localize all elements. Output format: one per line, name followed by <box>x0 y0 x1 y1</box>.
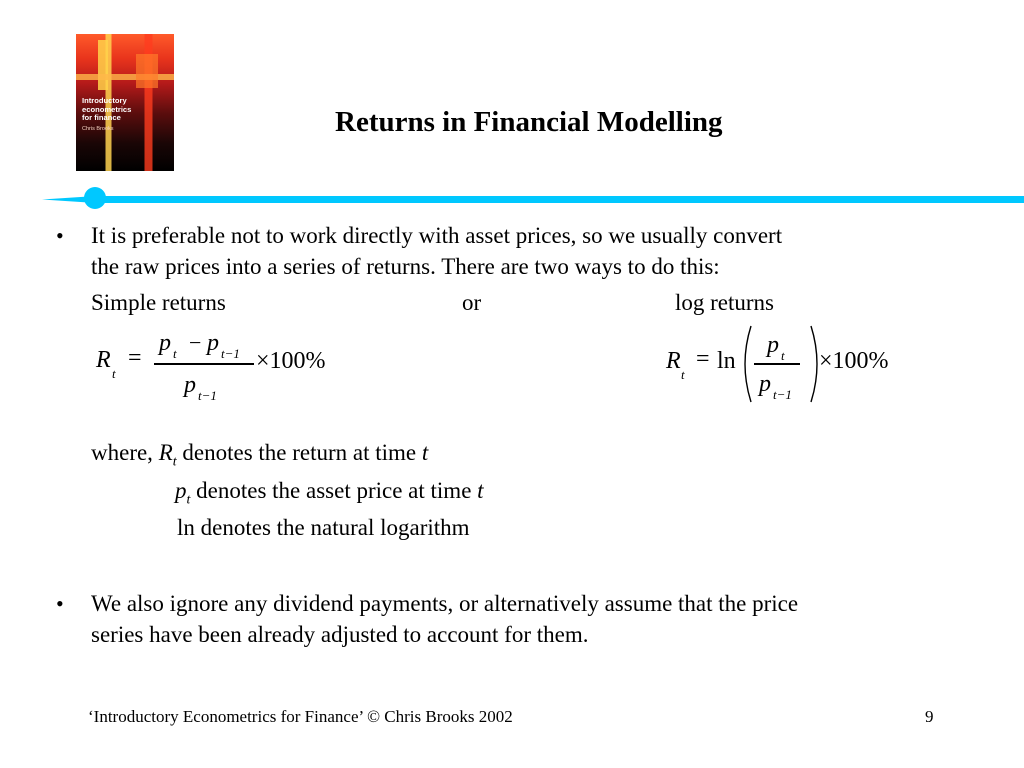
bullet-2-text <box>91 588 971 650</box>
formula-R: R <box>158 440 173 465</box>
divider-line <box>92 196 1024 203</box>
page-number: 9 <box>925 707 934 726</box>
formula-equals: = <box>696 346 710 372</box>
formula-subscript: t <box>172 454 177 470</box>
cover-highlight <box>76 74 174 80</box>
bullet-1-line-2: the raw prices into a series of returns. There are two ways to do this: <box>91 254 720 279</box>
log-returns-label: log returns <box>675 290 775 315</box>
fraction-bar <box>754 363 800 365</box>
simple-return-formula <box>90 330 350 410</box>
cover-highlight <box>98 40 108 90</box>
bullet-2-line-1: We also ignore any dividend payments, or alternatively assume that the price <box>91 591 799 616</box>
formula-ln: ln <box>717 348 736 374</box>
cover-highlight <box>136 54 158 88</box>
formula-p: p <box>759 371 771 397</box>
formula-equals: = <box>128 345 142 371</box>
time-variable: t <box>477 478 484 503</box>
time-variable: t <box>421 440 429 465</box>
or-label: or <box>462 290 482 315</box>
formula-subscript: t−1 <box>221 346 240 361</box>
footer-copyright: ‘Introductory Econometrics for Finance’ © Chris Brooks 2002 <box>88 707 513 726</box>
divider-dot <box>84 187 106 209</box>
formula-p: p <box>159 330 171 356</box>
formula-subscript: t <box>112 366 116 381</box>
cover-author: Chris Brooks <box>82 126 114 132</box>
formula-p: p <box>184 372 196 398</box>
formula-R: R <box>666 348 681 374</box>
cover-title: Introductory econometrics for finance <box>82 96 132 122</box>
formula-p: p <box>175 478 187 503</box>
formula-times-100: ×100% <box>819 348 889 374</box>
formula-times-100: ×100% <box>256 348 326 374</box>
bullet-2-line-2: series have been already adjusted to account for them. <box>91 622 589 647</box>
slide-title: Returns in Financial Modelling <box>335 106 723 138</box>
where-line-ln: ln denotes the natural logarithm <box>177 515 470 540</box>
formula-subscript: t−1 <box>773 387 792 402</box>
bullet-1-marker: • <box>56 223 64 248</box>
bullet-1-line-1: It is preferable not to work directly with asset prices, so we usually convert <box>91 223 783 248</box>
fraction-bar <box>154 363 254 365</box>
log-return-formula <box>660 322 920 406</box>
formula-subscript: t <box>681 367 685 382</box>
book-cover-image <box>76 34 174 171</box>
bullet-1-text <box>91 220 971 282</box>
bullet-2-marker: • <box>56 591 64 616</box>
formula-p: p <box>207 330 219 356</box>
where-line-returns: where, $R_t$ denotes the return at time t <box>91 440 429 470</box>
simple-returns-label: Simple returns <box>91 290 226 315</box>
formula-subscript: t−1 <box>198 388 217 403</box>
formula-subscript: t <box>186 492 191 508</box>
where-line-prices: $p_t$ denotes the asset price at time t <box>175 478 484 508</box>
formula-subscript: t <box>781 348 785 363</box>
formula-subscript: t <box>173 346 177 361</box>
formula-p: p <box>767 332 779 358</box>
formula-R: R <box>96 347 111 373</box>
formula-minus: − <box>189 330 202 355</box>
